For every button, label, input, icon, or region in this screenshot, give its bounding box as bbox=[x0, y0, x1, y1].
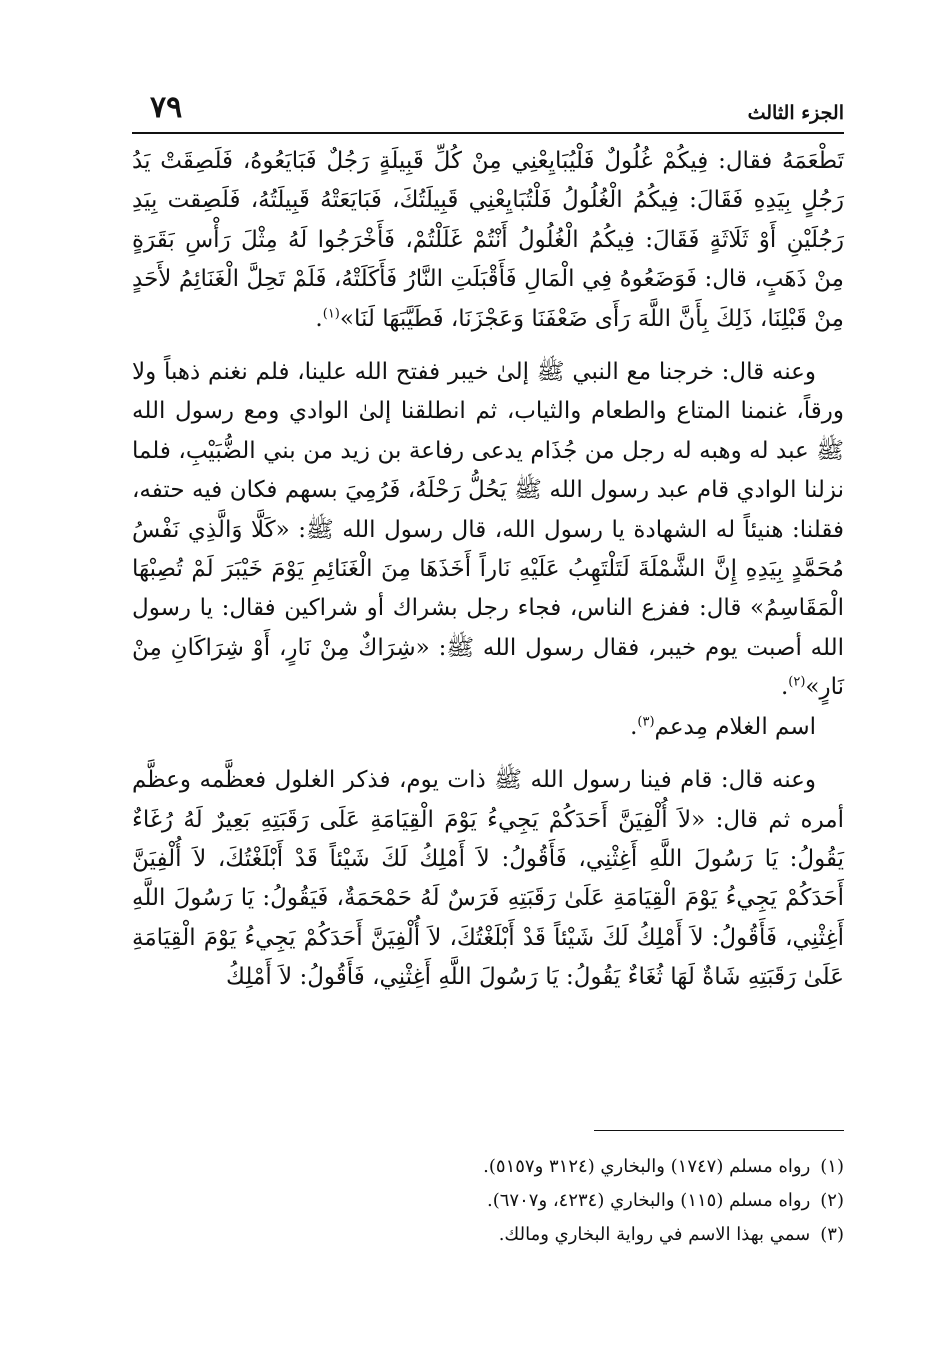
footnote-3 bbox=[132, 1218, 844, 1252]
paragraph-3 bbox=[132, 708, 844, 747]
paragraph-2 bbox=[132, 353, 844, 708]
header-rule bbox=[132, 132, 844, 134]
paragraph-tail: . bbox=[630, 713, 638, 740]
page-number: ٧٩ bbox=[150, 90, 183, 125]
footnote-2 bbox=[132, 1184, 844, 1218]
footnote-number: (١) bbox=[820, 1156, 844, 1177]
footnote-ref[interactable]: (٣) bbox=[637, 714, 655, 730]
page-header bbox=[132, 90, 844, 134]
paragraph-4 bbox=[132, 761, 844, 997]
paragraph-tail: . bbox=[315, 305, 323, 332]
paragraph-text: اسم الغلام مِدعم bbox=[654, 713, 816, 740]
paragraph-text: وعنه قال: قام فينا رسول الله ﷺ ذات يوم، فذكر الغلول فعظَّمه وعظَّم أمره ثم قال: «لاَ أُلْفِيَنَّ أَحَدَكُمْ يَجِيءُ يَوْمَ الْقِيَامَةِ عَلَى رَقَبَتِهِ بَعِيرٌ لَهُ رُغَاءٌ يَقُولُ: يَا رَسُولَ اللَّهِ أَغِثْنِي، فَأَقُولُ: لاَ أَمْلِكُ لَكَ شَيْئاً قَدْ أَبْلَغْتُكَ، لاَ أُلْفِيَنَّ أَحَدَكُمْ يَجِيءُ يَوْمَ الْقِيَامَةِ عَلَىٰ رَقَبَتِهِ فَرَسٌ لَهُ حَمْحَمَةٌ، فَيَقُولُ: يَا رَسُولَ اللَّهِ أَغِثْنِي، فَأَقُولُ: لاَ أَمْلِكُ لَكَ شَيْئاً قَدْ أَبْلَغْتُكَ، لاَ أُلْفِيَنَّ أَحَدَكُمْ يَجِيءُ يَوْمَ الْقِيَامَةِ عَلَىٰ رَقَبَتِهِ شَاةٌ لَهَا ثُغَاءٌ يَقُولُ: يَا رَسُولَ اللَّهِ أَغِثْنِي، فَأَقُولُ: لاَ أَمْلِكُ bbox=[132, 767, 844, 991]
running-title: الجزء الثالث bbox=[747, 102, 844, 124]
footnote-ref[interactable]: (١) bbox=[322, 305, 340, 321]
footnote-text: سمي بهذا الاسم في رواية البخاري ومالك. bbox=[498, 1224, 811, 1245]
footnote-ref[interactable]: (٢) bbox=[788, 674, 806, 690]
footnote-number: (٣) bbox=[820, 1224, 844, 1245]
footnote-rule bbox=[594, 1130, 844, 1131]
footnote-text: رواه مسلم (١٧٤٧) والبخاري (٣١٢٤ و٥١٥٧). bbox=[483, 1156, 811, 1177]
footnote-text: رواه مسلم (١١٥) والبخاري (٤٢٣٤، و٦٧٠٧). bbox=[487, 1190, 811, 1211]
footnote-1 bbox=[132, 1150, 844, 1184]
footnotes bbox=[132, 1150, 844, 1252]
main-text bbox=[132, 142, 844, 998]
footnote-number: (٢) bbox=[820, 1190, 844, 1211]
paragraph-tail: . bbox=[780, 674, 789, 701]
paragraph-text: وعنه قال: خرجنا مع النبي ﷺ إلىٰ خيبر ففتح الله علينا، فلم نغنم ذهباً ولا ورقاً، غنمنا المتاع والطعام والثياب، ثم انطلقنا إلىٰ الوادي ومع رسول الله ﷺ عبد له وهبه له رجل من جُذَام يدعى رفاعة بن زيد من بني الضُّبَيْبِ، فلما نزلنا الوادي قام عبد رسول الله ﷺ يَحُلُّ رَحْلَهُ، فَرُمِيَ بسهم فكان فيه حتفه، فقلنا: هنيئاً له الشهادة يا رسول الله، قال رسول الله ﷺ: «كَلَّا وَالَّذِي نَفْسُ مُحَمَّدٍ بِيَدِهِ إِنَّ الشَّمْلَةَ لَتَلْتَهِبُ عَلَيْهِ نَاراً أَخَذَهَا مِنَ الْغَنَائِمِ يَوْمَ خَيْبَرَ لَمْ تُصِبْهَا الْمَقَاسِمُ» قال: ففزع الناس، فجاء رجل بشراك أو شراكين فقال: يا رسول الله أصبت يوم خيبر، فقال رسول الله ﷺ: «شِرَاكٌ مِنْ نَارٍ، أَوْ شِرَاكَانِ مِنْ نَارٍ» bbox=[132, 359, 844, 701]
paragraph-text: تَطْعَمَهُ فقال: فِيكُمْ غُلُولٌ فَلْيُبَايِعْنِي مِنْ كُلِّ قَبِيلَةٍ رَجُلٌ فَبَايَعُوهُ، فَلَصِقَتْ يَدُ رَجُلٍ بِيَدِهِ فَقَالَ: فِيكُمُ الْغُلُولُ فَلْتُبَايِعْنِي قَبِيلَتُكَ، فَبَايَعَتْهُ قَبِيلَتُهُ، فَلَصِقت بِيَدِ رَجُلَيْنِ أَوْ ثَلَاثَةٍ فَقَالَ: فِيكُمُ الْغُلُولُ أَنْتُمْ غَلَلْتُمْ، فَأَخْرَجُوا لَهُ مِثْلَ رَأْسِ بَقَرَةٍ مِنْ ذَهَبٍ، قال: فَوَضَعُوهُ فِي الْمَالِ فَأَقْبَلَتِ النَّارُ فَأَكَلَتْهُ، فَلَمْ تَحِلَّ الْغَنَائِمُ لأَحَدٍ مِنْ قَبْلِنَا، ذَلِكَ بِأَنَّ اللَّهَ رَأَى ضَعْفَنَا وَعَجْزَنَا، فَطَيَّبَهَا لَنَا» bbox=[132, 148, 844, 332]
paragraph-1 bbox=[132, 142, 844, 339]
